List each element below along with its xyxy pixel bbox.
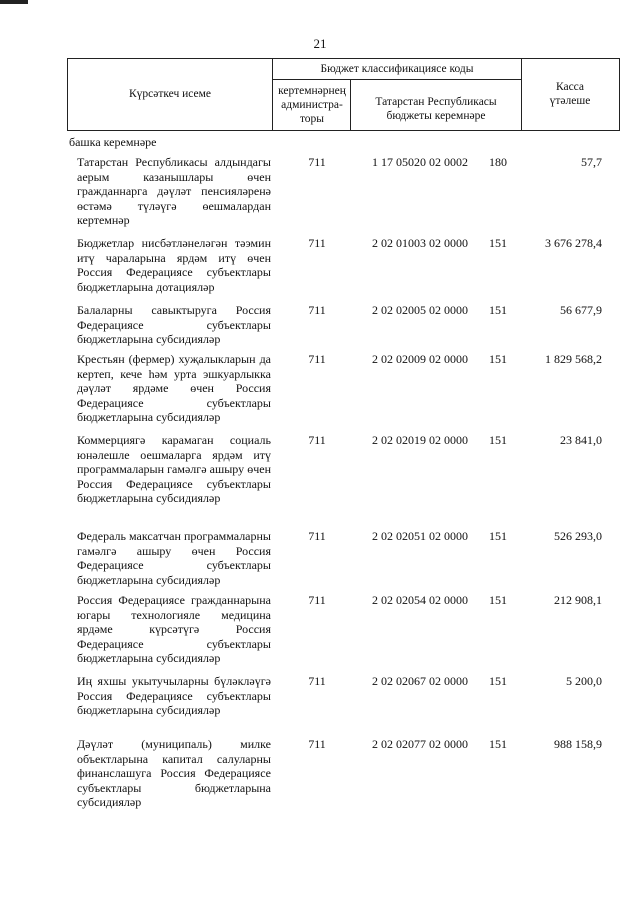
row-code: 2 02 02054 02 0000 [372, 593, 468, 607]
row-code: 2 02 02019 02 0000 [372, 433, 468, 447]
header-col-divider-2 [350, 79, 351, 131]
row-subcode: 151 [489, 737, 507, 751]
row-administrator: 711 [308, 303, 326, 317]
row-subcode: 151 [489, 303, 507, 317]
header-budget-codes: Бюджет классификациясе коды [320, 63, 474, 75]
row-code: 2 02 02009 02 0000 [372, 352, 468, 366]
row-administrator: 711 [308, 236, 326, 250]
row-subcode: 151 [489, 236, 507, 250]
row-indicator-name: Крестьян (фермер) хуҗалыкларын да кертеп, кече һәм урта эшкуарлыкка дәүләт ярдәме өчен Россия Федерациясе субъектлары бюджетларына субсидияләр [77, 352, 271, 424]
header-col-divider-3 [521, 58, 522, 131]
row-administrator: 711 [308, 737, 326, 751]
row-amount: 1 829 568,2 [545, 352, 602, 366]
row-code: 2 02 02005 02 0000 [372, 303, 468, 317]
header-right-border [619, 58, 620, 131]
header-left-border [67, 58, 68, 131]
row-indicator-name: Дәүләт (муниципаль) милке объектларына капитал салуларны финанслашуга Россия Федерациясе субъектлары бюджетларына субсидияләр [77, 737, 271, 809]
row-indicator-name: Иң яхшы укытучыларны бүләкләүгә Россия Федерациясе субъектлары бюджетларына субсидияләр [77, 674, 271, 717]
header-group-divider [272, 79, 521, 80]
row-indicator-name: Балаларны савыктыруга Россия Федерациясе субъектлары бюджетларына субсидияләр [77, 303, 271, 346]
row-subcode: 151 [489, 674, 507, 688]
scan-corner-mark [0, 0, 28, 4]
row-administrator: 711 [308, 433, 326, 447]
header-bottom-border [67, 130, 620, 131]
row-amount: 212 908,1 [554, 593, 602, 607]
continuation-text: башка керемнәре [69, 135, 157, 149]
header-col-divider-1 [272, 58, 273, 131]
row-code: 2 02 02077 02 0000 [372, 737, 468, 751]
row-code: 2 02 01003 02 0000 [372, 236, 468, 250]
row-subcode: 151 [489, 529, 507, 543]
header-indicator-name: Күрсәткеч исеме [128, 88, 212, 100]
row-indicator-name: Бюджетлар нисбәтләнеләгән тәэмин итү чараларына ярдәм итү өчен Россия Федерациясе субъектлары бюджетларына дотацияләр [77, 236, 271, 294]
row-administrator: 711 [308, 529, 326, 543]
row-indicator-name: Татарстан Республикасы алдындагы аерым казанышлары өчен гражданнарга дәүләт пенсияләренә өстәмә түләүгә өешмалардан кертемнәр [77, 155, 271, 227]
row-subcode: 151 [489, 593, 507, 607]
page-number: 21 [313, 36, 327, 51]
header-top-border [67, 58, 620, 59]
header-administrator: кертемнәрнең администра-торы [278, 85, 346, 125]
row-amount: 526 293,0 [554, 529, 602, 543]
row-code: 2 02 02051 02 0000 [372, 529, 468, 543]
row-subcode: 151 [489, 433, 507, 447]
row-administrator: 711 [308, 352, 326, 366]
header-tatarstan-revenues: Татарстан Республикасы бюджеты керемнәре [375, 96, 497, 122]
row-amount: 56 677,9 [560, 303, 602, 317]
row-amount: 23 841,0 [560, 433, 602, 447]
row-indicator-name: Федераль максатчан программаларны гамәлгә ашыру өчен Россия Федерациясе субъектлары бюджетларына субсидияләр [77, 529, 271, 587]
row-administrator: 711 [308, 674, 326, 688]
row-code: 2 02 02067 02 0000 [372, 674, 468, 688]
header-cash-execution: Касса үтәлеше [549, 81, 591, 107]
row-indicator-name: Россия Федерациясе гражданнарына югары технологияле медицина ярдәме күрсәтүгә Россия Федерациясе субъектлары бюджетларына субсидияләр [77, 593, 271, 665]
row-administrator: 711 [308, 155, 326, 169]
row-administrator: 711 [308, 593, 326, 607]
row-amount: 57,7 [581, 155, 602, 169]
table-header [67, 58, 620, 131]
row-amount: 5 200,0 [566, 674, 602, 688]
row-code: 1 17 05020 02 0002 [372, 155, 468, 169]
row-subcode: 151 [489, 352, 507, 366]
row-indicator-name: Коммерциягә карамаган социаль юнәлешле оешмаларга ярдәм итү программаларын гамәлгә ашыру өчен Россия Федерациясе субъектлары бюджетларына субсидияләр [77, 433, 271, 505]
row-subcode: 180 [489, 155, 507, 169]
row-amount: 3 676 278,4 [545, 236, 602, 250]
row-amount: 988 158,9 [554, 737, 602, 751]
